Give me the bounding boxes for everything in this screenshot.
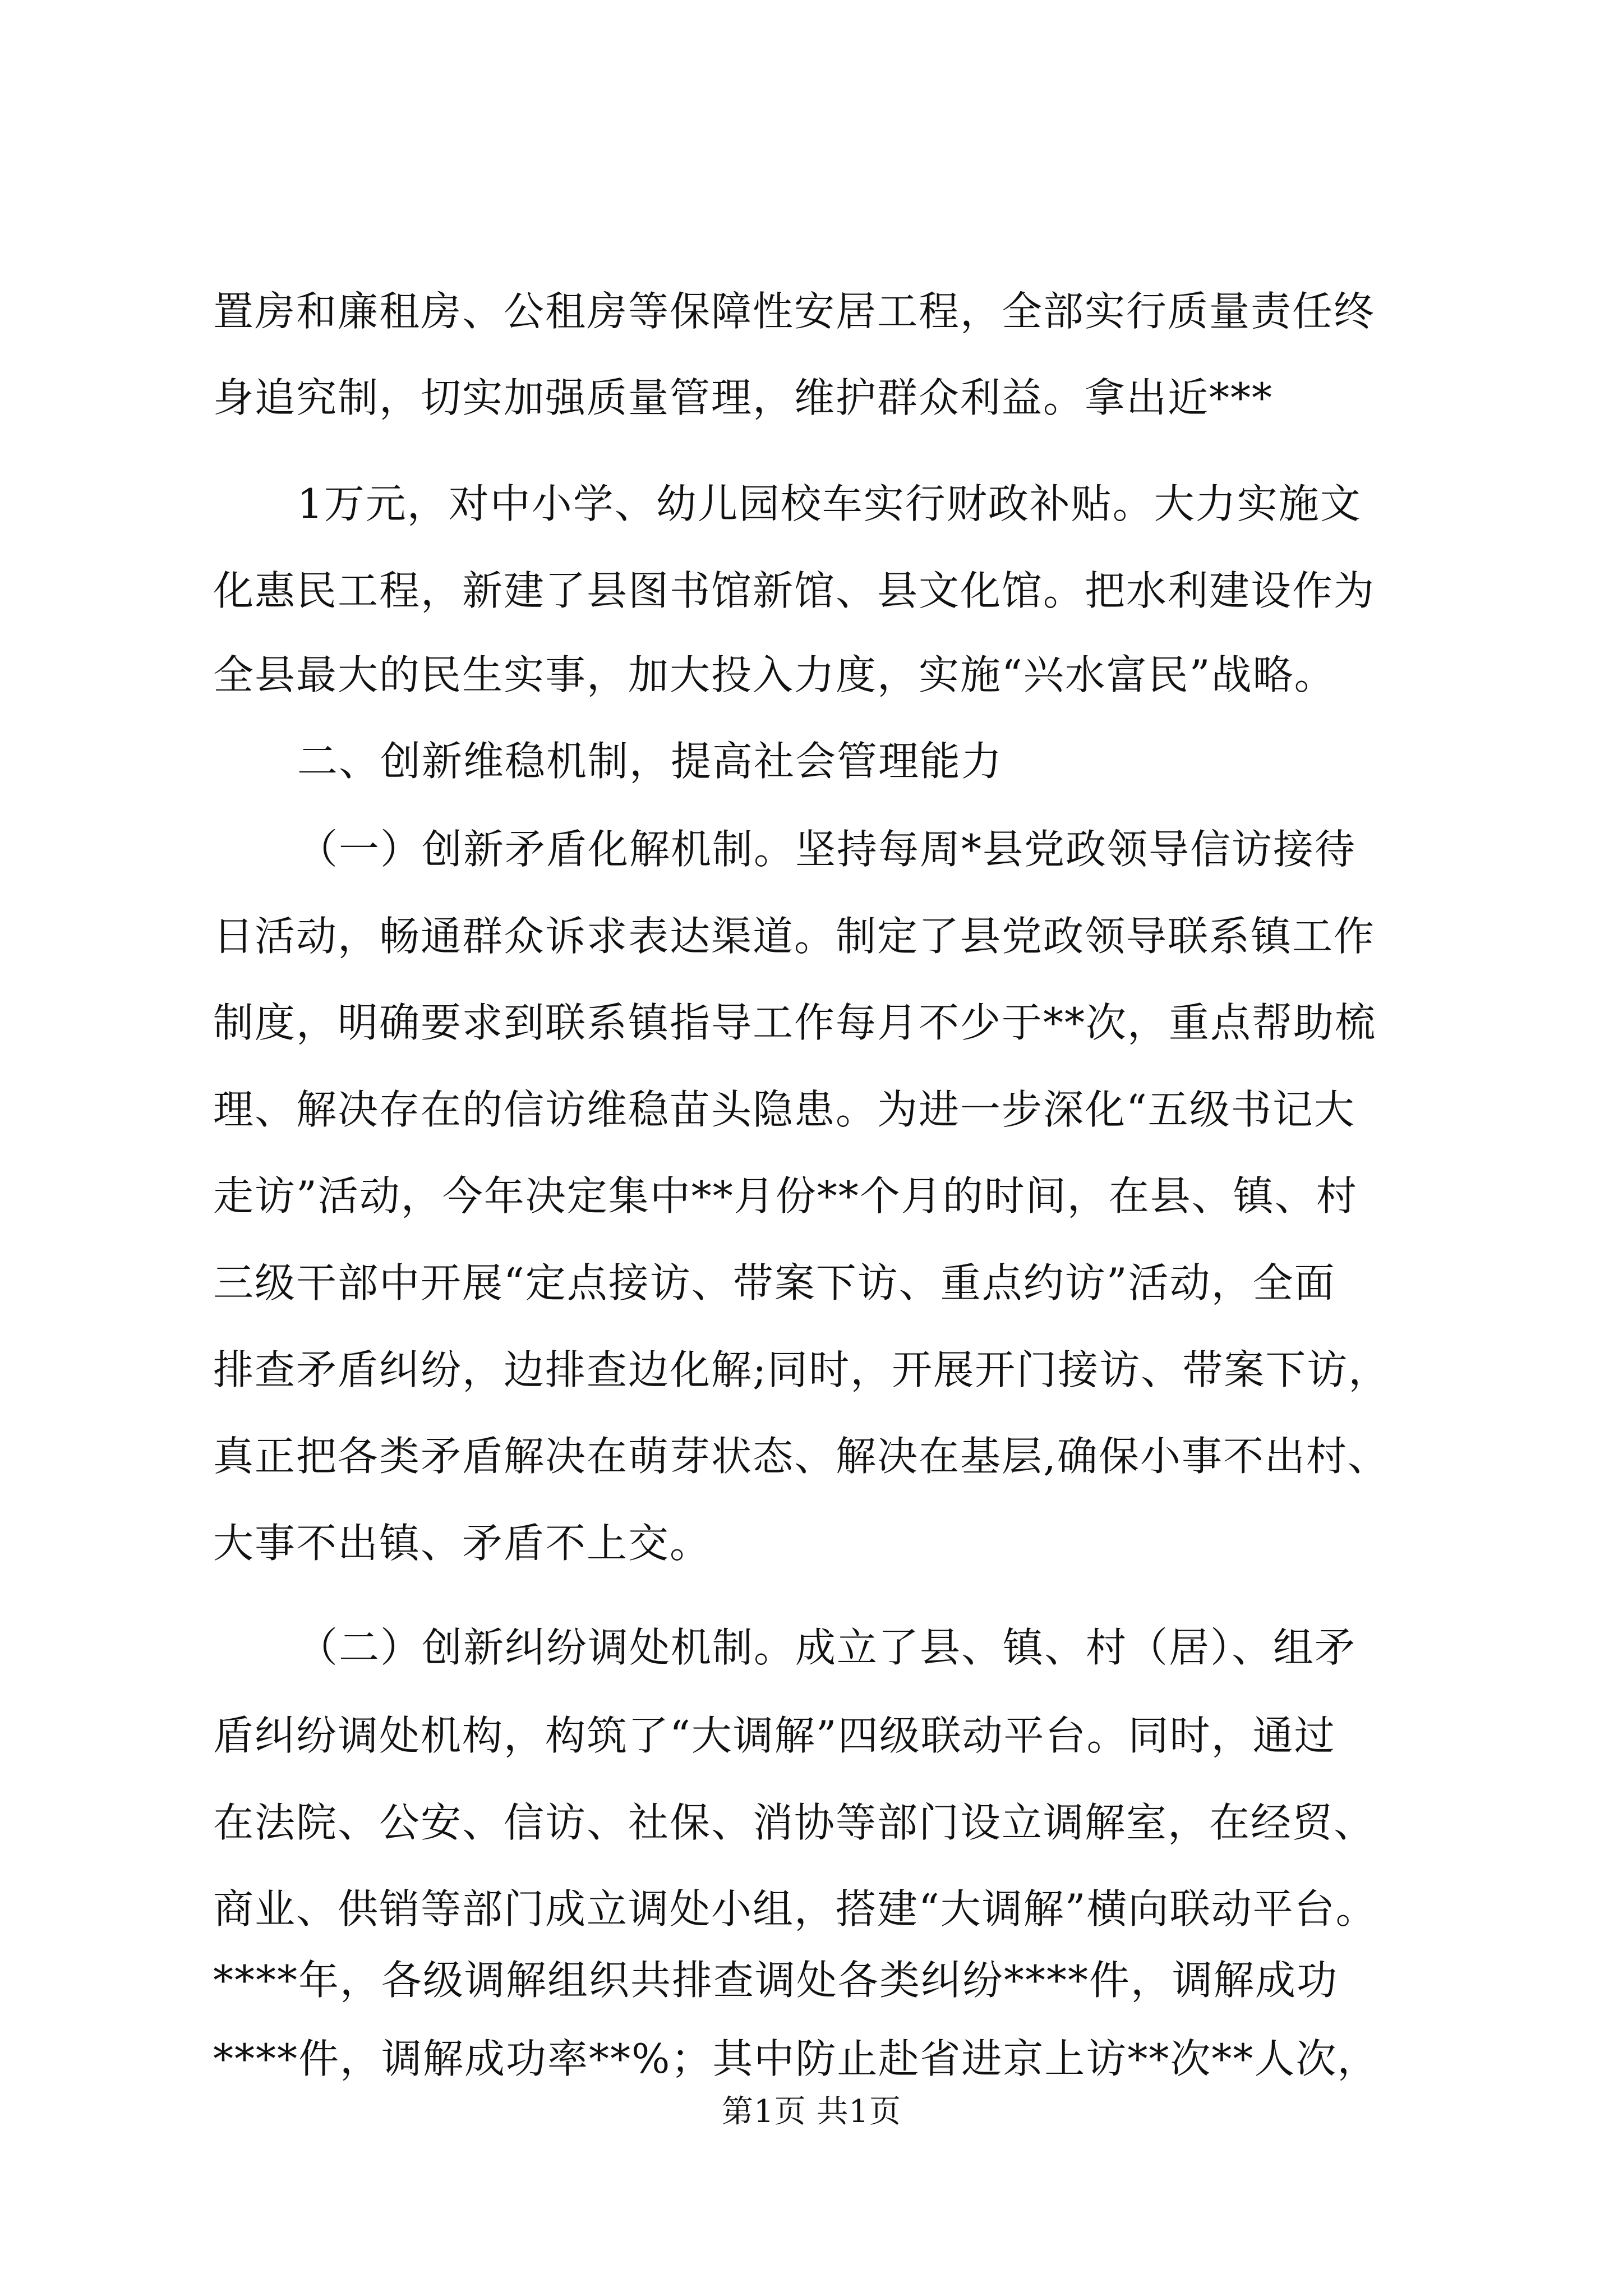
text-line: 走访”活动，今年决定集中**月份**个月的时间，在县、镇、村 — [213, 1172, 1358, 1220]
subsection-heading: （一）创新矛盾化解机制。坚持每周*县党政领导信访接待 — [297, 826, 1357, 873]
text-line: 三级干部中开展“定点接访、带案下访、重点约访”活动，全面 — [213, 1259, 1336, 1306]
text-line: 在法院、公安、信访、社保、消协等部门设立调解室，在经贸、 — [213, 1799, 1376, 1846]
text-line: 真正把各类矛盾解决在萌芽状态、解决在基层,确保小事不出村、 — [213, 1433, 1389, 1480]
text-line: 1万元，对中小学、幼儿园校车实行财政补贴。大力实施文 — [297, 480, 1362, 527]
text-line: 置房和廉租房、公租房等保障性安居工程，全部实行质量责任终 — [213, 288, 1376, 335]
text-line: 商业、供销等部门成立调处小组，搭建“大调解”横向联动平台。 — [213, 1885, 1377, 1932]
text-line: 日活动，畅通群众诉求表达渠道。制定了县党政领导联系镇工作 — [213, 913, 1376, 960]
text-line: 化惠民工程，新建了县图书馆新馆、县文化馆。把水利建设作为 — [213, 567, 1376, 614]
text-line: ****件，调解成功率**%；其中防止赴省进京上访**次**人次， — [213, 2035, 1379, 2082]
page-footer: 第1页 共1页 — [721, 2093, 902, 2130]
text-line: 盾纠纷调处机构，构筑了“大调解”四级联动平台。同时，通过 — [213, 1712, 1336, 1759]
text-line: 大事不出镇、矛盾不上交。 — [213, 1520, 712, 1567]
subsection-heading: （二）创新纠纷调处机制。成立了县、镇、村（居）、组矛 — [297, 1624, 1357, 1671]
text-line: ****年，各级调解组织共排查调处各类纠纷****件，调解成功 — [213, 1957, 1339, 2004]
text-line: 理、解决存在的信访维稳苗头隐患。为进一步深化“五级书记大 — [213, 1086, 1355, 1133]
text-line: 身追究制，切实加强质量管理，维护群众利益。拿出近*** — [213, 374, 1274, 421]
text-line: 排查矛盾纠纷，边排查边化解;同时，开展开门接访、带案下访， — [213, 1346, 1390, 1393]
text-line: 制度，明确要求到联系镇指导工作每月不少于**次，重点帮助梳 — [213, 999, 1377, 1046]
section-heading: 二、创新维稳机制，提高社会管理能力 — [297, 738, 1003, 785]
text-line: 全县最大的民生实事，加大投入力度，实施“兴水富民”战略。 — [213, 651, 1336, 698]
